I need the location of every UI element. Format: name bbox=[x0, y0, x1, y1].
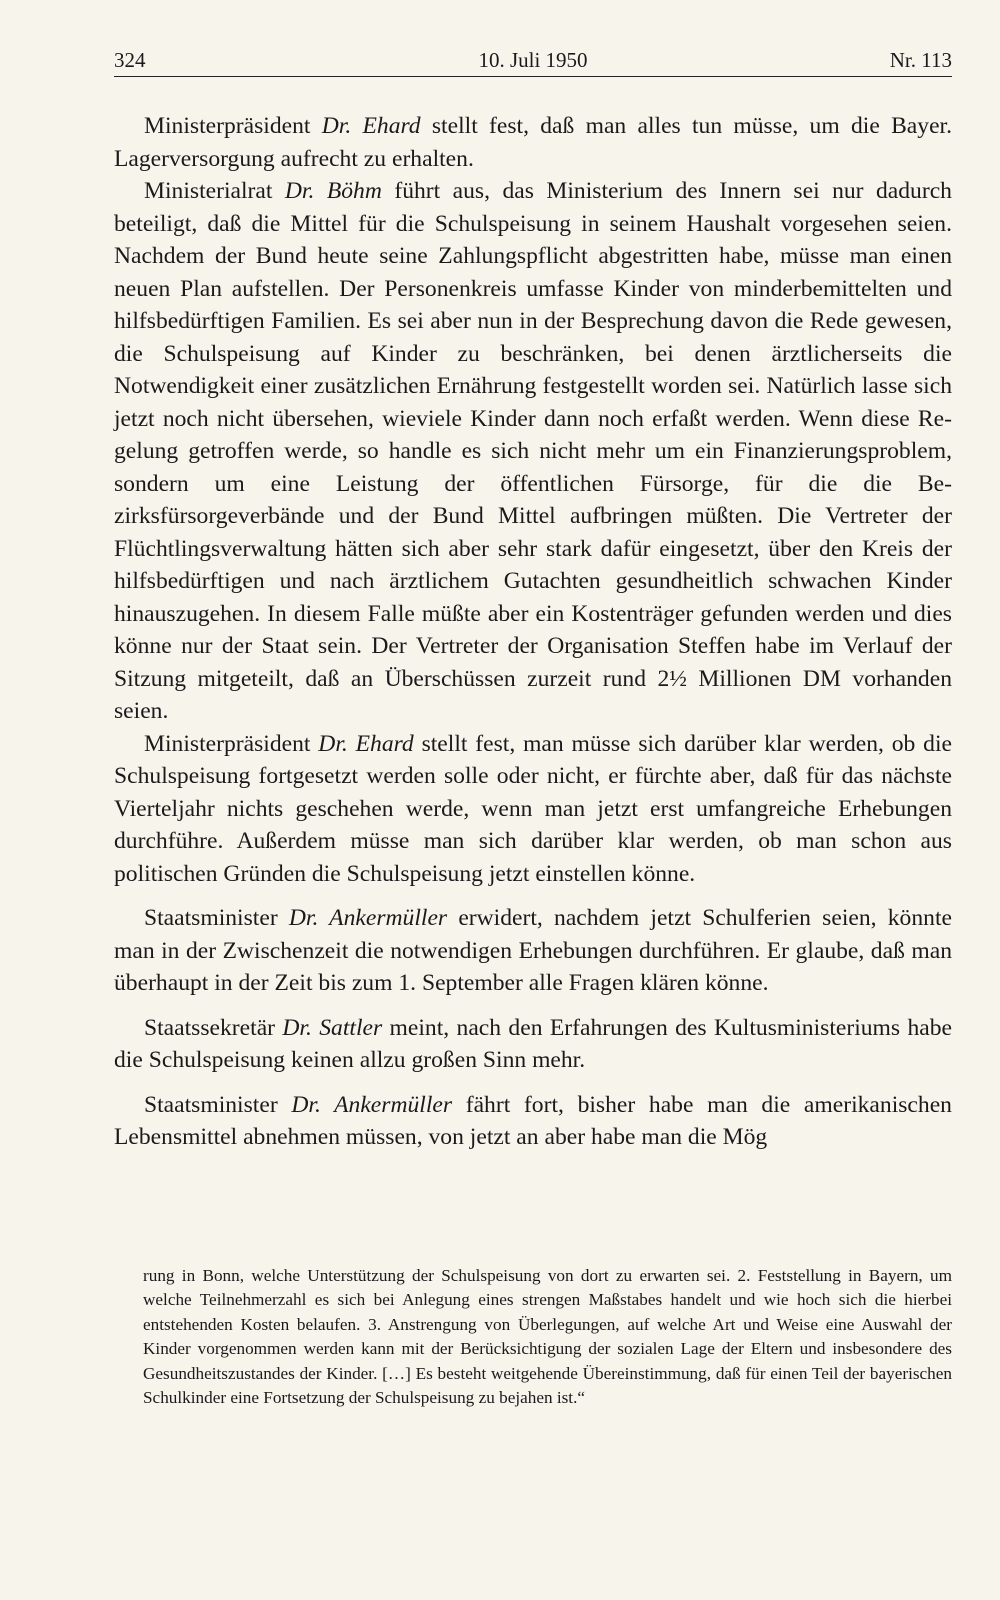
paragraph bbox=[114, 728, 952, 891]
footnote-text: rung in Bonn, welche Unterstützung der Schulspeisung von dort zu erwarten sei. 2. Feststellung in Bayern, um welche Teilnehmerzahl es sich bei Anlegung eines strengen Maßstabes handelt und wie hoch sich die hierbei entstehenden Kosten belaufen. 3. Anstrengung von Überlegungen, auf welche Art und Weise eine Auswahl der Kinder vorgenommen werden kann mit der Berücksichtigung der sozialen Lage der Eltern und insbesondere des Gesundheitszustandes der Kinder. […] Es besteht weitgehende Übereinstimmung, daß für einen Teil der bayerischen Schulkinder eine Fortsetzung der Schulspeisung zu bejahen ist.“ bbox=[143, 1266, 952, 1408]
paragraph-text: fährt fort, bisher habe man die amerikanischen Lebensmittel abnehmen müssen, von jetzt an aber habe man die Mög bbox=[114, 1091, 952, 1150]
speaker-title: Ministerpräsident bbox=[144, 730, 319, 757]
speaker-name: Dr. Sattler bbox=[282, 1014, 383, 1041]
paragraph bbox=[114, 110, 952, 175]
speaker-title: Staatsminister bbox=[144, 905, 289, 931]
paragraph bbox=[114, 1089, 952, 1154]
speaker-name: Dr. Ankermüller bbox=[288, 905, 448, 931]
running-header bbox=[114, 44, 952, 77]
issue-number: Nr. 113 bbox=[889, 48, 952, 72]
speaker-title: Ministerpräsident bbox=[144, 113, 322, 139]
header-date: 10. Juli 1950 bbox=[478, 48, 588, 72]
paragraph-text: stellt fest, daß man alles tun müsse, um die Bayer. Lagerversorgung aufrecht zu erhalten. bbox=[114, 113, 953, 172]
speaker-name: Dr. Böhm bbox=[284, 178, 382, 204]
speaker-title: Ministerialrat bbox=[144, 178, 285, 204]
footnote bbox=[143, 1264, 952, 1410]
speaker-name: Dr. Ankermüller bbox=[291, 1091, 453, 1118]
main-text bbox=[114, 110, 952, 1154]
paragraph-text: meint, nach den Erfahrungen des Kultusministeriums habe die Schulspeisung keinen allzu großen Sinn mehr. bbox=[114, 1014, 952, 1073]
paragraph bbox=[114, 1012, 952, 1077]
paragraph-text: erwidert, nachdem jetzt Schulferien seien, könnte man in der Zwischenzeit die notwendigen Erhebungen durchführen. Er glaube, daß man überhaupt in der Zeit bis zum 1. September alle Fragen klären könne. bbox=[114, 905, 952, 996]
page-number: 324 bbox=[114, 48, 146, 72]
speaker-title: Staatssekretär bbox=[144, 1014, 283, 1041]
paragraph bbox=[114, 175, 952, 728]
paragraph bbox=[114, 902, 952, 1000]
paragraph-text: führt aus, das Ministerium des Innern sei nur dadurch beteiligt, daß die Mittel für die Schulspeisung in seinem Haushalt vorgesehen seien. Nachdem der Bund heute seine Zahlungspflicht abgestritten habe, müsse man einen neuen Plan aufstellen. Der Personenkreis umfasse Kinder von minderbemittelten und hilfsbedürftigen Familien. Es sei aber nun in der Besprechung davon die Rede gewesen, die Schulspeisung auf Kinder zu beschränken, bei denen ärztlicherseits die Notwendigkeit einer zusätzlichen Ernährung festgestellt worden sei. Natürlich lasse sich jetzt noch nicht übersehen, wieviele Kinder dann noch erfaßt werden. Wenn diese Regelung getroffen werde, so handle es sich nicht mehr um ein Finanzierungsproblem, sondern um eine Leistung der öffentlichen Fürsorge, für die die Bezirksfürsorgeverbände und der Bund Mittel aufbringen müßten. Die Vertreter der Flüchtlingsverwaltung hätten sich aber sehr stark dafür eingesetzt, über den Kreis der hilfsbedürftigen und nach ärztlichem Gutachten gesundheitlich schwachen Kinder hinauszugehen. In diesem Falle müßte aber ein Kostenträger gefunden werden und dies könne nur der Staat sein. Der Vertreter der Organisation Steffen habe im Verlauf der Sitzung mitgeteilt, daß an Überschüssen zurzeit rund 2½ Millionen DM vorhanden seien. bbox=[114, 178, 952, 724]
paragraph-text: stellt fest, man müsse sich darüber klar werden, ob die Schulspeisung fortgesetzt werden solle oder nicht, er fürchte aber, daß für das nächste Vierteljahr nichts geschehen werde, wenn man jetzt erst umfangreiche Erhebungen durchführe. Außerdem müsse man sich darüber klar werden, ob man schon aus politischen Gründen die Schulspeisung jetzt einstellen könne. bbox=[114, 730, 952, 887]
speaker-title: Staatsminister bbox=[144, 1091, 292, 1118]
speaker-name: Dr. Ehard bbox=[321, 113, 421, 139]
speaker-name: Dr. Ehard bbox=[318, 730, 414, 757]
